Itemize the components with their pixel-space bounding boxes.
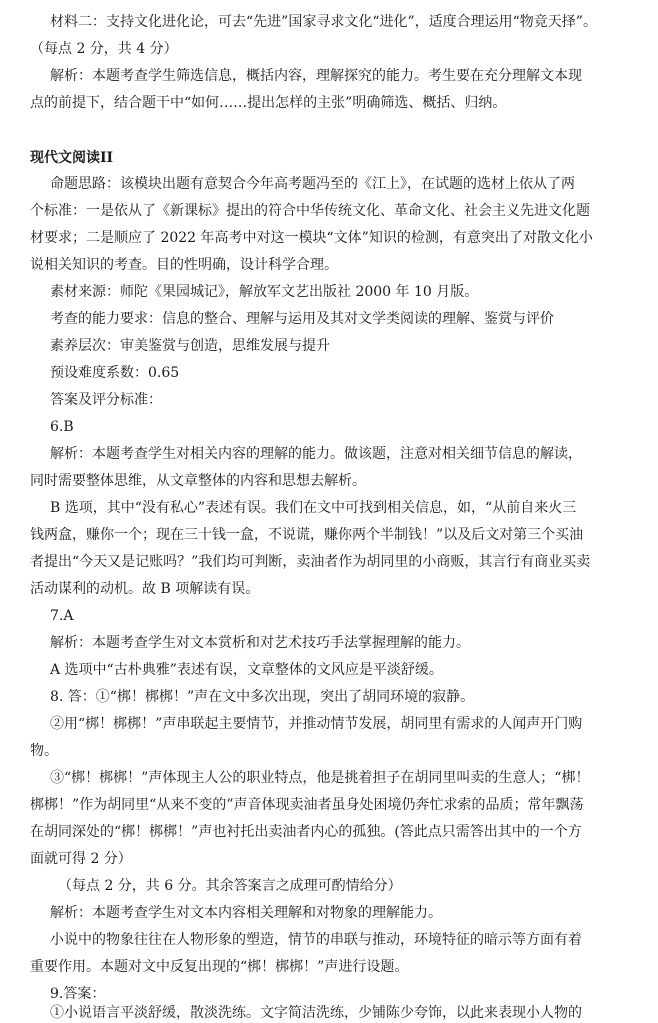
question-number: 6.B: [50, 419, 74, 435]
paragraph-line: 点的前提下，结合题干中“如何……提出怎样的主张”明确筛选、概括、归纳。: [30, 95, 507, 111]
paragraph-line: 命题思路：该模块出题有意契合今年高考题冯至的《江上》，在试题的选材上依从了两: [50, 176, 575, 192]
paragraph-line: 者提出“今天又是记账吗？”我们均可判断，卖油者作为胡同里的小商贩，其言行有商业买卖: [30, 554, 591, 570]
question-number: 9.答案：: [50, 986, 106, 1002]
paragraph-line: 8. 答：①“梆！梆梆！”声在文中多次出现，突出了胡同环境的寂静。: [50, 689, 475, 705]
paragraph-line: （每点 2 分，共 4 分）: [30, 41, 178, 57]
paragraph-line: 个标准：一是依从了《新课标》提出的符合中华传统文化、革命文化、社会主义先进文化题: [30, 203, 590, 219]
paragraph-line: B 选项，其中“没有私心”表述有误。我们在文中可找到相关信息，如，“从前自来火三: [50, 500, 577, 516]
paragraph-line: 解析：本题考查学生对相关内容的理解的能力。做该题，注意对相关细节信息的解读，: [50, 446, 582, 462]
paragraph-line: 解析：本题考查学生对文本赏析和对艺术技巧手法掌握理解的能力。: [50, 635, 470, 651]
paragraph-line: 素养层次：审美鉴赏与创造，思维发展与提升: [50, 338, 330, 354]
paragraph-line: （每点 2 分，共 6 分。其余答案言之成理可酌情给分）: [58, 878, 402, 894]
paragraph-line: 面就可得 2 分）: [30, 851, 132, 867]
paragraph-line: ①小说语言平淡舒缓，散淡洗练。文字简洁洗练，少铺陈少夸饰，以此来表现小人物的: [50, 1005, 582, 1021]
paragraph-line: 答案及评分标准：: [50, 392, 162, 408]
paragraph-line: 材要求；二是顺应了 2022 年高考中对这一模块“文体”知识的检测，有意突出了对散文化小: [30, 230, 593, 246]
paragraph-line: 活动谋利的动机。故 B 项解读有误。: [30, 581, 260, 597]
question-number: 7.A: [50, 608, 74, 624]
paragraph-line: 解析：本题考查学生筛选信息，概括内容，理解探究的能力。考生要在充分理解文本现: [50, 68, 582, 84]
paragraph-line: 梆梆！”作为胡同里“从来不变的”声音体现卖油者虽身处困境仍奔忙求索的品质；常年飘荡: [30, 797, 584, 813]
paragraph-line: 钱两盒，赚你一个；现在三十钱一盒，不说谎，赚你两个半制钱！”以及后文对第三个买油: [30, 527, 584, 543]
paragraph-line: ③“梆！梆梆！”声体现主人公的职业特点，他是挑着担子在胡同里叫卖的生意人；“梆！: [50, 770, 590, 786]
paragraph-line: 材料二：支持文化进化论，可去“先进”国家寻求文化“进化”，适度合理运用“物竞天择”。: [50, 14, 597, 30]
paragraph-line: 同时需要整体思维，从文章整体的内容和思想去解析。: [30, 473, 366, 489]
paragraph-line: 素材来源：师陀《果园城记》，解放军文艺出版社 2000 年 10 月版。: [50, 284, 479, 300]
paragraph-line: 考查的能力要求：信息的整合、理解与运用及其对文学类阅读的理解、鉴赏与评价: [50, 311, 554, 327]
paragraph-line: A 选项中“古朴典雅”表述有误，文章整体的文风应是平淡舒缓。: [50, 662, 443, 678]
paragraph-line: 在胡同深处的“梆！梆梆！”声也衬托出卖油者内心的孤独。(答此点只需答出其中的一个方: [30, 824, 582, 840]
paragraph-line: 物。: [30, 743, 58, 759]
paragraph-line: 解析：本题考查学生对文本内容相关理解和对物象的理解能力。: [50, 905, 442, 921]
paragraph-line: ②用“梆！梆梆！”声串联起主要情节，并推动情节发展，胡同里有需求的人闻声开门购: [50, 716, 583, 732]
section-heading: 现代文阅读II: [30, 150, 114, 166]
paragraph-line: 说相关知识的考查。目的性明确，设计科学合理。: [30, 257, 338, 273]
paragraph-line: 预设难度系数：0.65: [50, 365, 180, 381]
paragraph-line: 小说中的物象往往在人物形象的塑造，情节的串联与推动，环境特征的暗示等方面有着: [50, 932, 582, 948]
paragraph-line: 重要作用。本题对文中反复出现的“梆！梆梆！”声进行设题。: [30, 959, 409, 975]
